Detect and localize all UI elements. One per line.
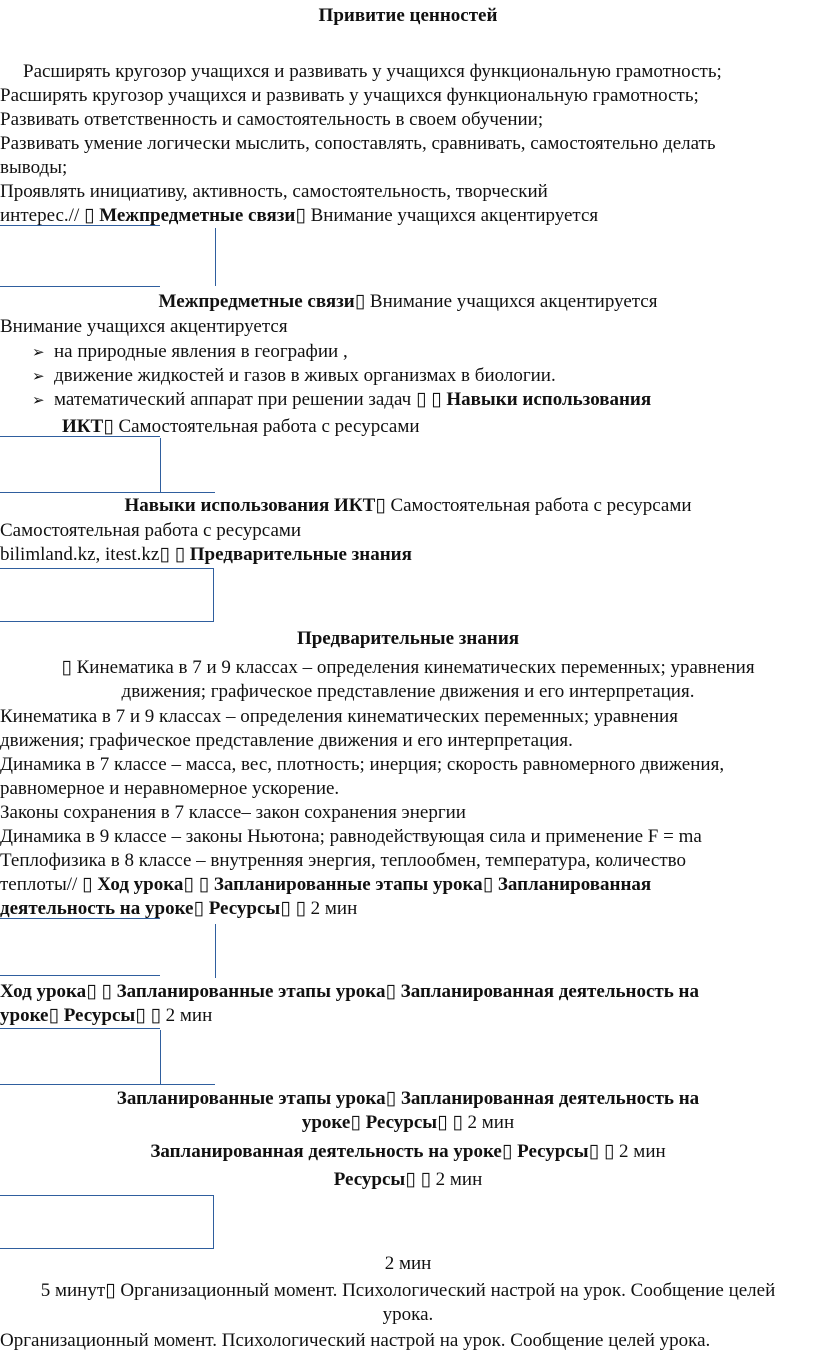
prior-line-9: Теплофизика в 8 классе – внутренняя энергия, теплообмен, температура, количество bbox=[0, 850, 687, 871]
resources-line bbox=[0, 1168, 816, 1192]
planned-stages-line-2-bold-2: Ресурсы bbox=[365, 1112, 438, 1133]
planned-stages-symbols: ▯ bbox=[385, 1088, 401, 1109]
prior-line-5: Динамика в 7 классе – масса, вес, плотность; инерция; скорость равномерного движения, bbox=[0, 754, 725, 775]
bullet-continuation-rest: ▯ Самостоятельная работа с ресурсами bbox=[103, 416, 420, 437]
prior-line-11-bold: деятельность на уроке bbox=[0, 898, 194, 919]
ict-line-2 bbox=[0, 543, 412, 567]
prior-line-2: движения; графическое представление движения и его интерпретация. bbox=[121, 681, 695, 702]
values-line-4: Развивать умение логически мыслить, сопоставлять, сравнивать, самостоятельно делать bbox=[0, 133, 716, 154]
bullet-arrow-icon: ➢ bbox=[32, 345, 45, 361]
connector-line bbox=[215, 228, 216, 286]
prior-line-8: Динамика в 9 классе – законы Ньютона; равнодействующая сила и применение F = ma bbox=[0, 826, 702, 847]
connector-line bbox=[215, 924, 216, 978]
connector-line bbox=[0, 1028, 160, 1029]
bullet-text: математический аппарат при решении задач ▯ ▯ bbox=[54, 389, 447, 410]
lesson-flow-line-2-bold: уроке bbox=[0, 1005, 49, 1026]
values-line-7-bold: Межпредметные связи bbox=[99, 205, 296, 226]
values-line-1: Расширять кругозор учащихся и развивать у учащихся функциональную грамотность; bbox=[4, 61, 722, 82]
bullet-item bbox=[32, 388, 651, 413]
lesson-flow-bold-3: Запланированная деятельность на bbox=[400, 981, 699, 1002]
connector-box bbox=[0, 1195, 214, 1249]
lesson-flow-line-2 bbox=[0, 1004, 212, 1028]
ict-heading bbox=[0, 494, 816, 518]
prior-line-11-symbols: ▯ bbox=[193, 898, 209, 919]
bullet-continuation-bold: ИКТ bbox=[62, 416, 104, 437]
org-line-1 bbox=[0, 1279, 816, 1303]
page-title: Привитие ценностей bbox=[318, 5, 498, 26]
planned-activity-bold-2: Ресурсы bbox=[517, 1141, 589, 1162]
prior-line-10 bbox=[0, 873, 651, 897]
planned-stages-line-2-symbols: ▯ bbox=[350, 1112, 366, 1133]
values-line-7-rest: ▯ Внимание учащихся акцентируется bbox=[295, 205, 599, 226]
ict-heading-rest: ▯ Самостоятельная работа с ресурсами bbox=[375, 495, 692, 516]
org-line-2: урока. bbox=[382, 1304, 434, 1325]
connector-line bbox=[160, 438, 161, 492]
prior-line-1: ▯ Кинематика в 7 и 9 классах – определения кинематических переменных; уравнения bbox=[61, 657, 755, 678]
lesson-flow-bold-2: Запланированные этапы урока bbox=[116, 981, 386, 1002]
planned-stages-line-2-rest: ▯ ▯ 2 мин bbox=[437, 1112, 515, 1133]
lesson-flow-line-2-rest: ▯ ▯ 2 мин bbox=[135, 1005, 213, 1026]
interdisciplinary-heading bbox=[0, 290, 816, 314]
org-line-1-text: ▯ Организационный момент. Психологический настрой на урок. Сообщение целей bbox=[105, 1280, 776, 1301]
values-line-7-text: интерес. bbox=[0, 205, 69, 226]
ict-line-2-symbols: ▯ ▯ bbox=[159, 544, 190, 565]
connector-line bbox=[0, 975, 160, 976]
planned-activity-rest: ▯ ▯ 2 мин bbox=[588, 1141, 666, 1162]
connector-line bbox=[0, 1084, 215, 1085]
values-line-5: выводы; bbox=[0, 157, 68, 178]
lesson-flow-line-2-bold-2: Ресурсы bbox=[63, 1005, 136, 1026]
prior-line-11-bold-2: Ресурсы bbox=[208, 898, 281, 919]
connector-line bbox=[0, 286, 160, 287]
planned-stages-line-1 bbox=[0, 1087, 816, 1111]
connector-line bbox=[0, 492, 215, 493]
org-line-3: Организационный момент. Психологический настрой на урок. Сообщение целей урока. bbox=[0, 1330, 711, 1351]
values-line-7-symbols: // ▯ bbox=[68, 205, 100, 226]
prior-line-10-bold-2: Запланированные этапы урока bbox=[213, 874, 483, 895]
prior-knowledge-heading: Предварительные знания bbox=[296, 628, 520, 649]
prior-line-6: равномерное и неравномерное ускорение. bbox=[0, 778, 340, 799]
prior-line-10-symbols: // ▯ bbox=[66, 874, 98, 895]
ict-line-1: Самостоятельная работа с ресурсами bbox=[0, 520, 302, 541]
lesson-flow-symbols-2: ▯ bbox=[385, 981, 401, 1002]
prior-line-7: Законы сохранения в 7 классе– закон сохранения энергии bbox=[0, 802, 466, 823]
interdisciplinary-heading-rest: ▯ Внимание учащихся акцентируется bbox=[354, 291, 658, 312]
bullet-arrow-icon: ➢ bbox=[32, 393, 45, 409]
ict-line-2-bold: Предварительные знания bbox=[189, 544, 412, 565]
connector-box bbox=[0, 568, 214, 622]
connector-line bbox=[0, 225, 160, 226]
planned-activity-bold: Запланированная деятельность на уроке bbox=[150, 1141, 502, 1162]
values-line-6: Проявлять инициативу, активность, самостоятельность, творческий bbox=[0, 181, 548, 202]
prior-line-3: Кинематика в 7 и 9 классах – определения кинематических переменных; уравнения bbox=[0, 706, 678, 727]
connector-line bbox=[0, 436, 160, 437]
prior-line-10-bold: Ход урока bbox=[97, 874, 184, 895]
lesson-flow-bold: Ход урока bbox=[0, 981, 87, 1002]
planned-activity-line bbox=[0, 1140, 816, 1164]
org-line-1-duration: 5 минут bbox=[40, 1280, 106, 1301]
bullet-text: на природные явления в географии , bbox=[54, 341, 348, 362]
prior-line-10-symbols-2: ▯ ▯ bbox=[183, 874, 214, 895]
connector-line bbox=[160, 1030, 161, 1084]
bullet-arrow-icon: ➢ bbox=[32, 369, 45, 385]
ict-heading-bold: Навыки использования ИКТ bbox=[124, 495, 376, 516]
bullet-text-bold: Навыки использования bbox=[446, 389, 652, 410]
resources-rest: ▯ ▯ 2 мин bbox=[405, 1169, 483, 1190]
planned-stages-bold-2: Запланированная деятельность на bbox=[400, 1088, 700, 1109]
planned-stages-bold: Запланированные этапы урока bbox=[116, 1088, 386, 1109]
duration-line: 2 мин bbox=[384, 1253, 432, 1274]
connector-line bbox=[0, 918, 160, 919]
planned-stages-line-2 bbox=[0, 1111, 816, 1135]
bullet-item bbox=[32, 340, 348, 365]
prior-line-10-text: теплоты bbox=[0, 874, 67, 895]
planned-stages-line-2-bold: уроке bbox=[301, 1112, 351, 1133]
resources-bold: Ресурсы bbox=[333, 1169, 406, 1190]
values-line-2: Расширять кругозор учащихся и развивать у учащихся функциональную грамотность; bbox=[0, 85, 699, 106]
values-line-3: Развивать ответственность и самостоятельность в своем обучении; bbox=[0, 109, 544, 130]
prior-line-10-bold-3: Запланированная bbox=[497, 874, 652, 895]
lesson-flow-line-2-symbols: ▯ bbox=[48, 1005, 64, 1026]
bullet-item bbox=[32, 364, 556, 389]
prior-line-10-symbols-3: ▯ bbox=[482, 874, 498, 895]
interdisciplinary-line-1: Внимание учащихся акцентируется bbox=[0, 316, 288, 337]
prior-line-4: движения; графическое представление движения и его интерпретация. bbox=[0, 730, 573, 751]
planned-activity-symbols: ▯ bbox=[501, 1141, 518, 1162]
lesson-flow-symbols: ▯ ▯ bbox=[86, 981, 117, 1002]
prior-line-11-rest: ▯ ▯ 2 мин bbox=[280, 898, 358, 919]
interdisciplinary-heading-bold: Межпредметные связи bbox=[158, 291, 355, 312]
lesson-flow-line-1 bbox=[0, 980, 699, 1004]
bullet-text: движение жидкостей и газов в живых организмах в биологии. bbox=[54, 365, 556, 386]
ict-line-2-text: bilimland.kz, itest.kz bbox=[0, 544, 160, 565]
